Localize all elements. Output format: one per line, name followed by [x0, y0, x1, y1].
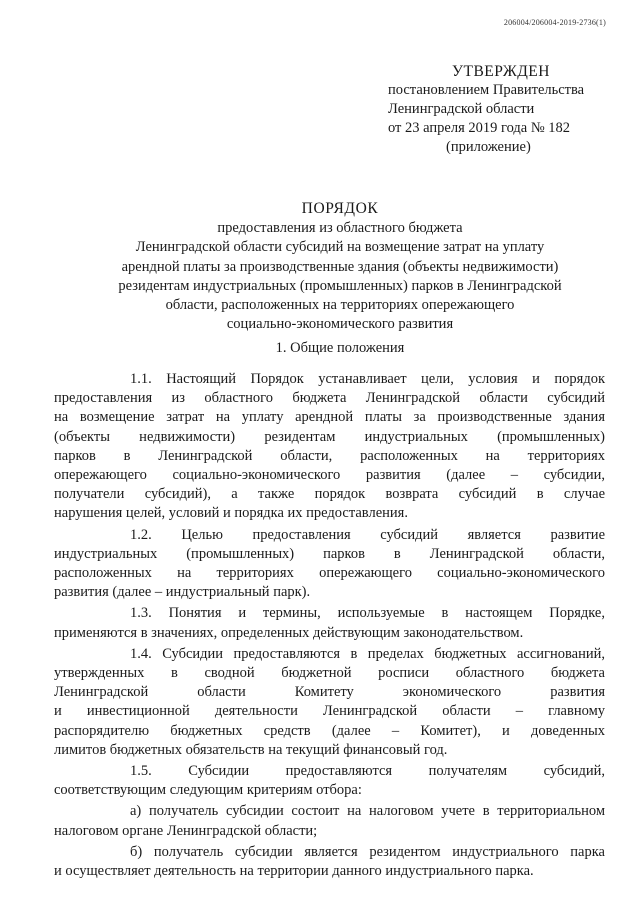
- paragraph-line: Ленинградской области Комитету экономического развития: [54, 684, 605, 701]
- title-line: предоставления из областного бюджета: [217, 220, 463, 237]
- paragraph-line: б) получатель субсидии является резидентом индустриального парка: [130, 843, 605, 860]
- title-line: резидентам индустриальных (промышленных) парков в Ленинградской: [118, 277, 562, 294]
- document-title-block: [70, 199, 610, 334]
- paragraph-line: налоговом органе Ленинградской области;: [54, 822, 318, 839]
- paragraph-line: соответствующим следующим критериям отбора:: [54, 782, 362, 799]
- approval-block: [388, 62, 608, 157]
- paragraph-line: опережающего социально-экономического развития (далее – субсидии,: [54, 467, 605, 484]
- section-heading: 1. Общие положения: [275, 340, 405, 356]
- paragraph-line: 1.1. Настоящий Порядок устанавливает цели, условия и порядок: [130, 371, 605, 387]
- paragraph-line: распорядителю бюджетных средств (далее – Комитет), и доведенных: [54, 722, 605, 739]
- paragraph-line: развития (далее – индустриальный парк).: [54, 584, 311, 601]
- paragraph-line: индустриальных (промышленных) парков в Ленинградской области,: [54, 545, 605, 562]
- paragraph-line: предоставления из областного бюджета Ленинградской области субсидий: [54, 390, 605, 407]
- paragraph-line: а) получатель субсидии состоит на налоговом учете в территориальном: [130, 803, 605, 820]
- paragraph-line: утвержденных в сводной бюджетной росписи областного бюджета: [54, 665, 605, 682]
- paragraph-1-4: [54, 645, 605, 760]
- paragraph-line: 1.4. Субсидии предоставляются в пределах бюджетных ассигнований,: [130, 645, 605, 662]
- paragraph-1-5: [54, 762, 605, 800]
- approval-appendix: (приложение): [446, 139, 531, 155]
- document-body: [54, 370, 605, 883]
- paragraph-line: на возмещение затрат на уплату арендной платы за производственные здания: [54, 409, 605, 426]
- title-line: Ленинградской области субсидий на возмещение затрат на уплату: [135, 239, 545, 256]
- title-line: арендной платы за производственные здания (объекты недвижимости): [121, 258, 559, 275]
- title-line: области, расположенных на территориях опережающего: [165, 297, 515, 314]
- paragraph-line: расположенных на территориях опережающего социально-экономического: [54, 565, 605, 582]
- paragraph-1-1: [54, 370, 605, 524]
- paragraph-line: и инвестиционной деятельности Ленинградской области – главному: [54, 703, 605, 720]
- approval-line: от 23 апреля 2019 года № 182: [388, 120, 571, 136]
- paragraph-line: применяются в значениях, определенных действующим законодательством.: [54, 624, 524, 641]
- title-line: социально-экономического развития: [226, 316, 454, 333]
- approval-heading: УТВЕРЖДЕН: [452, 63, 550, 80]
- paragraph-line: лимитов бюджетных обязательств на текущий финансовый год.: [54, 741, 448, 758]
- paragraph-line: 1.2. Целью предоставления субсидий является развитие: [130, 526, 605, 543]
- paragraph-line: 1.3. Понятия и термины, используемые в настоящем Порядке,: [130, 605, 605, 622]
- document-number: 206004/206004-2019-2736(1): [503, 18, 606, 27]
- paragraph-line: получатели субсидий), а также порядок возврата субсидий в случае: [54, 486, 605, 503]
- paragraph-1-3: [54, 604, 605, 642]
- paragraph-line: парков в Ленинградской области, расположенных на территориях: [54, 447, 605, 464]
- criterion-a: [54, 802, 605, 840]
- document-title: ПОРЯДОК: [301, 200, 379, 217]
- paragraph-line: и осуществляет деятельность на территории данного индустриального парка.: [54, 863, 534, 880]
- paragraph-line: нарушения целей, условий и порядка их предоставления.: [54, 505, 408, 522]
- paragraph-1-2: [54, 526, 605, 603]
- approval-line: Ленинградской области: [388, 101, 535, 117]
- paragraph-line: 1.5. Субсидии предоставляются получателям субсидий,: [130, 763, 605, 780]
- approval-line: постановлением Правительства: [388, 82, 585, 98]
- paragraph-line: (объекты недвижимости) резидентам индустриальных (промышленных): [54, 428, 605, 445]
- criterion-b: [54, 843, 605, 881]
